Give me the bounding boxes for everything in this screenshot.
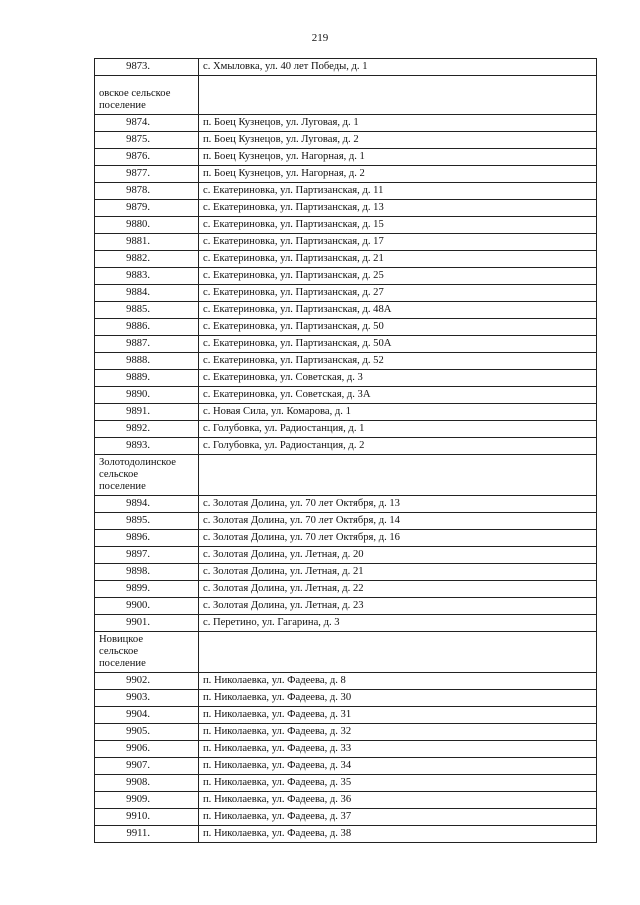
address-cell: с. Золотая Долина, ул. 70 лет Октября, д. 14 <box>199 513 597 530</box>
table-row <box>95 268 597 285</box>
table-row <box>95 564 597 581</box>
table-row <box>95 421 597 438</box>
row-number: 9879. <box>95 200 199 217</box>
table-row <box>95 438 597 455</box>
row-number: 9882. <box>95 251 199 268</box>
settlement-name-line: сельское <box>99 646 139 657</box>
table-row <box>95 251 597 268</box>
address-cell: с. Золотая Долина, ул. Летная, д. 23 <box>199 598 597 615</box>
settlement-group-row <box>95 76 597 115</box>
settlement-name-cell <box>95 632 199 673</box>
table-row <box>95 217 597 234</box>
row-number: 9873. <box>95 59 199 76</box>
row-number: 9887. <box>95 336 199 353</box>
address-cell: с. Екатериновка, ул. Партизанская, д. 11 <box>199 183 597 200</box>
table-row <box>95 370 597 387</box>
row-number: 9894. <box>95 496 199 513</box>
row-number: 9898. <box>95 564 199 581</box>
address-table <box>94 58 597 843</box>
address-cell: с. Екатериновка, ул. Партизанская, д. 50 <box>199 319 597 336</box>
row-number: 9911. <box>95 826 199 843</box>
address-cell: п. Николаевка, ул. Фадеева, д. 34 <box>199 758 597 775</box>
address-cell: с. Екатериновка, ул. Партизанская, д. 25 <box>199 268 597 285</box>
row-number: 9884. <box>95 285 199 302</box>
settlement-name-line: Новицкое <box>99 634 144 645</box>
address-cell: п. Николаевка, ул. Фадеева, д. 37 <box>199 809 597 826</box>
address-cell: п. Боец Кузнецов, ул. Нагорная, д. 1 <box>199 149 597 166</box>
row-number: 9890. <box>95 387 199 404</box>
address-cell: п. Николаевка, ул. Фадеева, д. 38 <box>199 826 597 843</box>
row-number: 9900. <box>95 598 199 615</box>
table-row <box>95 115 597 132</box>
settlement-name-line: Золотодолинское <box>99 457 177 468</box>
row-number: 9896. <box>95 530 199 547</box>
table-row <box>95 353 597 370</box>
empty-address-cell <box>199 632 597 673</box>
address-cell: с. Екатериновка, ул. Партизанская, д. 50А <box>199 336 597 353</box>
table-row <box>95 615 597 632</box>
empty-address-cell <box>199 455 597 496</box>
row-number: 9885. <box>95 302 199 319</box>
table-row <box>95 285 597 302</box>
address-cell: с. Екатериновка, ул. Партизанская, д. 21 <box>199 251 597 268</box>
settlement-name-line: поселение <box>99 481 146 492</box>
table-row <box>95 336 597 353</box>
table-row <box>95 387 597 404</box>
row-number: 9886. <box>95 319 199 336</box>
address-cell: п. Николаевка, ул. Фадеева, д. 31 <box>199 707 597 724</box>
table-row <box>95 792 597 809</box>
address-cell: п. Боец Кузнецов, ул. Луговая, д. 2 <box>199 132 597 149</box>
table-row <box>95 673 597 690</box>
table-row <box>95 707 597 724</box>
table-row <box>95 775 597 792</box>
row-number: 9876. <box>95 149 199 166</box>
address-cell: с. Перетино, ул. Гагарина, д. 3 <box>199 615 597 632</box>
address-cell: с. Золотая Долина, ул. Летная, д. 20 <box>199 547 597 564</box>
row-number: 9897. <box>95 547 199 564</box>
table-row <box>95 496 597 513</box>
settlement-name-line: сельское <box>99 469 139 480</box>
empty-address-cell <box>199 76 597 115</box>
row-number: 9895. <box>95 513 199 530</box>
row-number: 9899. <box>95 581 199 598</box>
address-cell: с. Новая Сила, ул. Комарова, д. 1 <box>199 404 597 421</box>
address-cell: с. Екатериновка, ул. Партизанская, д. 27 <box>199 285 597 302</box>
table-row <box>95 690 597 707</box>
page-number: 219 <box>311 32 329 44</box>
settlement-name-line: овское сельское <box>99 88 171 99</box>
row-number: 9902. <box>95 673 199 690</box>
address-cell: п. Николаевка, ул. Фадеева, д. 35 <box>199 775 597 792</box>
address-cell: с. Золотая Долина, ул. Летная, д. 22 <box>199 581 597 598</box>
row-number: 9889. <box>95 370 199 387</box>
table-row <box>95 758 597 775</box>
address-cell: п. Боец Кузнецов, ул. Нагорная, д. 2 <box>199 166 597 183</box>
settlement-name-line: поселение <box>99 100 146 111</box>
settlement-name-line: поселение <box>99 658 146 669</box>
address-cell: с. Золотая Долина, ул. Летная, д. 21 <box>199 564 597 581</box>
table-row <box>95 234 597 251</box>
row-number: 9881. <box>95 234 199 251</box>
row-number: 9910. <box>95 809 199 826</box>
settlement-group-row <box>95 632 597 673</box>
address-cell: с. Екатериновка, ул. Советская, д. 3А <box>199 387 597 404</box>
table-row <box>95 826 597 843</box>
settlement-name-cell <box>95 76 199 115</box>
row-number: 9875. <box>95 132 199 149</box>
row-number: 9903. <box>95 690 199 707</box>
row-number: 9891. <box>95 404 199 421</box>
table-row <box>95 581 597 598</box>
row-number: 9908. <box>95 775 199 792</box>
table-row <box>95 302 597 319</box>
row-number: 9883. <box>95 268 199 285</box>
address-cell: с. Екатериновка, ул. Партизанская, д. 13 <box>199 200 597 217</box>
address-cell: с. Хмыловка, ул. 40 лет Победы, д. 1 <box>199 59 597 76</box>
table-row <box>95 59 597 76</box>
table-row <box>95 598 597 615</box>
table-row <box>95 513 597 530</box>
address-cell: с. Екатериновка, ул. Партизанская, д. 17 <box>199 234 597 251</box>
address-cell: с. Голубовка, ул. Радиостанция, д. 1 <box>199 421 597 438</box>
row-number: 9874. <box>95 115 199 132</box>
settlement-group-row <box>95 455 597 496</box>
address-cell: п. Николаевка, ул. Фадеева, д. 8 <box>199 673 597 690</box>
address-cell: с. Екатериновка, ул. Советская, д. 3 <box>199 370 597 387</box>
table-row <box>95 149 597 166</box>
row-number: 9893. <box>95 438 199 455</box>
table-row <box>95 319 597 336</box>
address-cell: п. Николаевка, ул. Фадеева, д. 36 <box>199 792 597 809</box>
row-number: 9909. <box>95 792 199 809</box>
row-number: 9907. <box>95 758 199 775</box>
settlement-name-cell <box>95 455 199 496</box>
table-row <box>95 404 597 421</box>
table-row <box>95 547 597 564</box>
address-cell: с. Екатериновка, ул. Партизанская, д. 52 <box>199 353 597 370</box>
row-number: 9892. <box>95 421 199 438</box>
address-cell: п. Николаевка, ул. Фадеева, д. 33 <box>199 741 597 758</box>
address-cell: с. Золотая Долина, ул. 70 лет Октября, д. 16 <box>199 530 597 547</box>
table-row <box>95 724 597 741</box>
address-cell: с. Екатериновка, ул. Партизанская, д. 15 <box>199 217 597 234</box>
address-cell: с. Голубовка, ул. Радиостанция, д. 2 <box>199 438 597 455</box>
address-table-body <box>95 59 597 843</box>
row-number: 9901. <box>95 615 199 632</box>
table-row <box>95 809 597 826</box>
table-row <box>95 166 597 183</box>
row-number: 9906. <box>95 741 199 758</box>
table-row <box>95 132 597 149</box>
row-number: 9880. <box>95 217 199 234</box>
row-number: 9904. <box>95 707 199 724</box>
table-row <box>95 183 597 200</box>
row-number: 9905. <box>95 724 199 741</box>
address-cell: с. Екатериновка, ул. Партизанская, д. 48А <box>199 302 597 319</box>
address-cell: с. Золотая Долина, ул. 70 лет Октября, д. 13 <box>199 496 597 513</box>
row-number: 9888. <box>95 353 199 370</box>
address-cell: п. Николаевка, ул. Фадеева, д. 30 <box>199 690 597 707</box>
address-cell: п. Боец Кузнецов, ул. Луговая, д. 1 <box>199 115 597 132</box>
table-row <box>95 200 597 217</box>
row-number: 9877. <box>95 166 199 183</box>
row-number: 9878. <box>95 183 199 200</box>
address-cell: п. Николаевка, ул. Фадеева, д. 32 <box>199 724 597 741</box>
table-row <box>95 530 597 547</box>
table-row <box>95 741 597 758</box>
